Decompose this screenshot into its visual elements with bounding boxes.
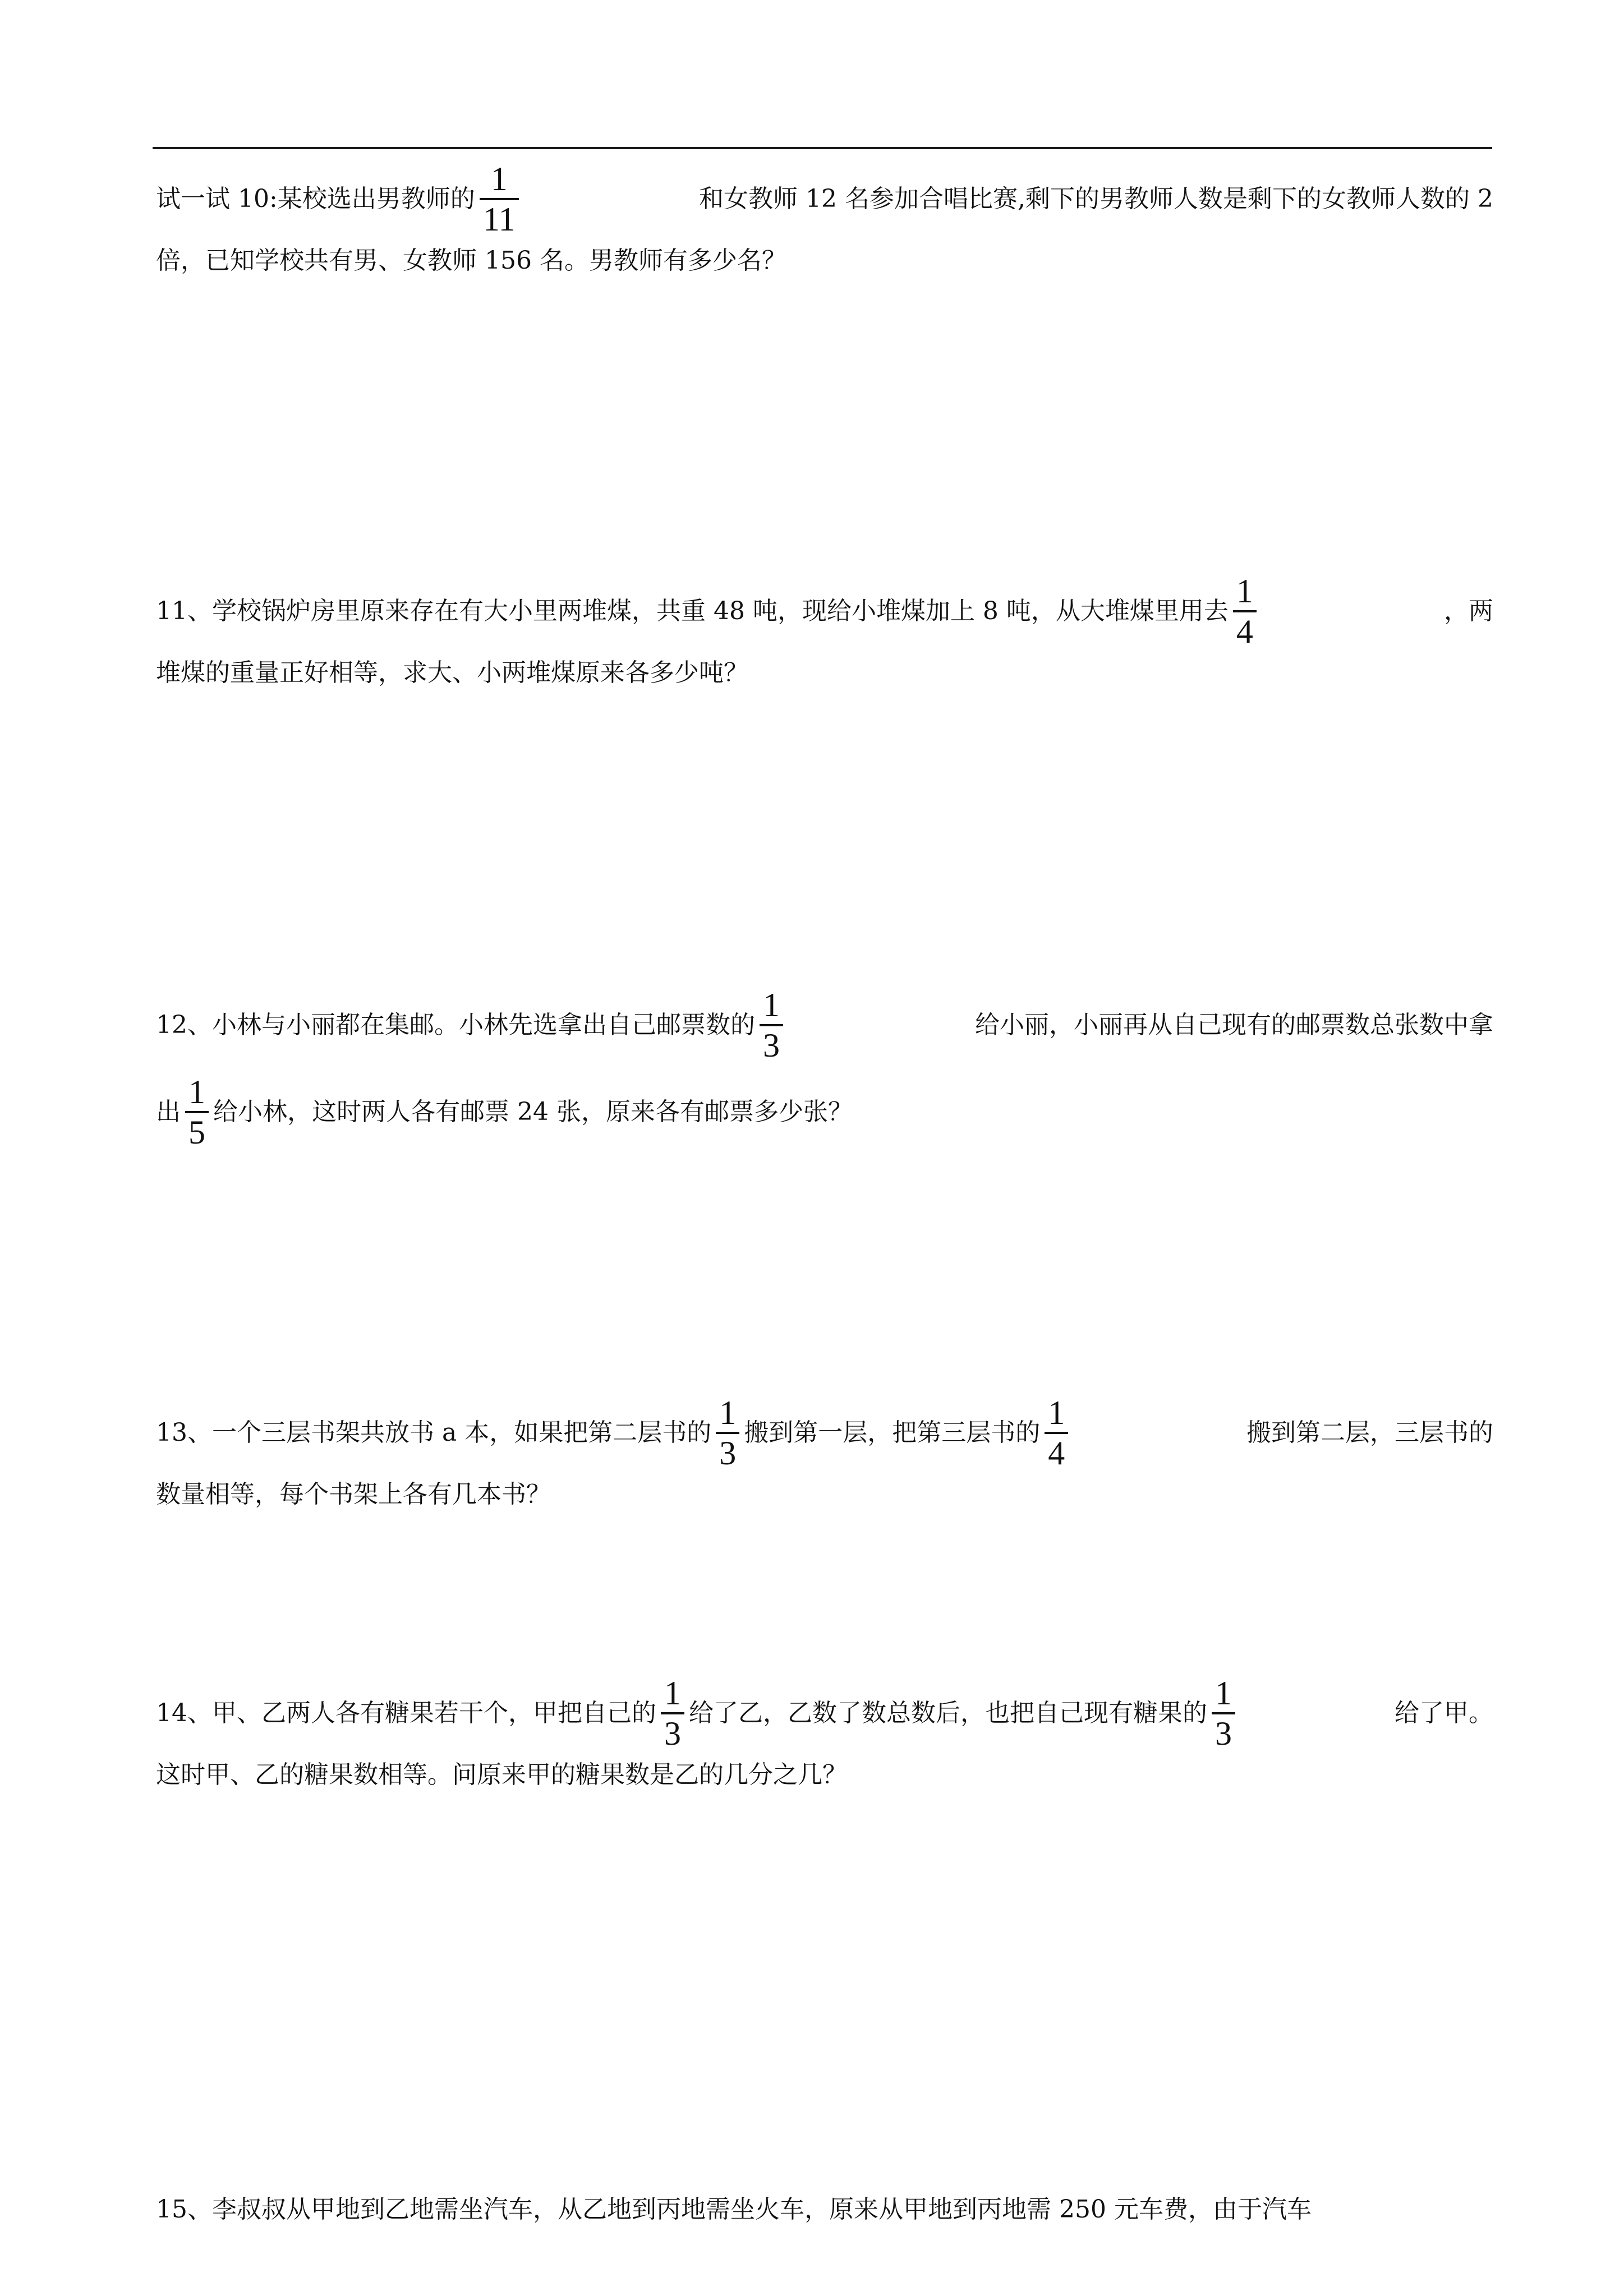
problem-text: 这时甲、乙的糖果数相等。问原来甲的糖果数是乙的几分之几？ [156,1760,847,1789]
problem-text: 给了甲。 [1395,1699,1493,1727]
problem-text: 出 [156,1098,181,1126]
problem-11 [156,564,1493,687]
fraction: $\frac{1}{3}$ [716,1394,739,1472]
problem-line [156,564,1493,659]
header-rule [153,147,1492,149]
problem-text: 11、学校锅炉房里原来存在有大小里两堆煤，共重 48 吨，现给小堆煤加上 8 吨，从大堆煤里用去 [156,597,1229,625]
problem-line [156,659,1493,687]
problem-12 [156,978,1493,1151]
problem-text: 倍，已知学校共有男、女教师 156 名。男教师有多少名？ [156,246,786,275]
problem-10 [156,151,1493,275]
problem-line [156,1761,1493,1789]
problem-text: 给小丽，小丽再从自己现有的邮票数总张数中拿 [975,1011,1493,1039]
problem-line [156,978,1493,1073]
problem-text: 数量相等，每个书架上各有几本书？ [156,1480,551,1509]
fraction: $\frac{1}{4}$ [1233,572,1257,651]
problem-text: 给小林，这时两人各有邮票 24 张，原来各有邮票多少张？ [213,1098,853,1126]
problem-line [156,1385,1493,1481]
problem-text: 和女教师 12 名参加合唱比赛,剩下的男教师人数是剩下的女教师人数的 2 [699,185,1493,213]
fraction: $\frac{1}{11}$ [480,160,519,238]
problem-line [156,1481,1493,1509]
problem-text: 给了乙，乙数了数总数后，也把自己现有糖果的 [689,1699,1207,1727]
problem-text: 12、小林与小丽都在集邮。小林先选拿出自己邮票数的 [156,1011,755,1039]
problem-15 [156,2196,1493,2224]
fraction: $\frac{1}{4}$ [1045,1394,1068,1472]
fraction: $\frac{1}{3}$ [760,986,783,1064]
problem-text: ，两 [1444,597,1493,625]
problem-text: 堆煤的重量正好相等，求大、小两堆煤原来各多少吨？ [156,658,748,687]
problem-13 [156,1385,1493,1509]
problem-line [156,1666,1493,1761]
problem-14 [156,1666,1493,1789]
problem-line [156,151,1493,247]
fraction: $\frac{1}{3}$ [661,1674,684,1753]
problem-line [156,1073,1493,1151]
fraction: $\frac{1}{5}$ [185,1073,209,1151]
problem-text: 15、李叔叔从甲地到乙地需坐汽车，从乙地到丙地需坐火车，原来从甲地到丙地需 250 元车费，由于汽车 [156,2195,1312,2224]
fraction: $\frac{1}{3}$ [1212,1674,1235,1753]
problem-text: 试一试 10:某校选出男教师的 [156,185,475,213]
problem-text: 搬到第二层，三层书的 [1246,1418,1493,1447]
problem-line [156,247,1493,275]
problem-text: 14、甲、乙两人各有糖果若干个，甲把自己的 [156,1699,656,1727]
problem-line [156,2196,1493,2224]
problem-text: 13、一个三层书架共放书 a 本，如果把第二层书的 [156,1418,712,1447]
problem-text: 搬到第一层，把第三层书的 [744,1418,1041,1447]
